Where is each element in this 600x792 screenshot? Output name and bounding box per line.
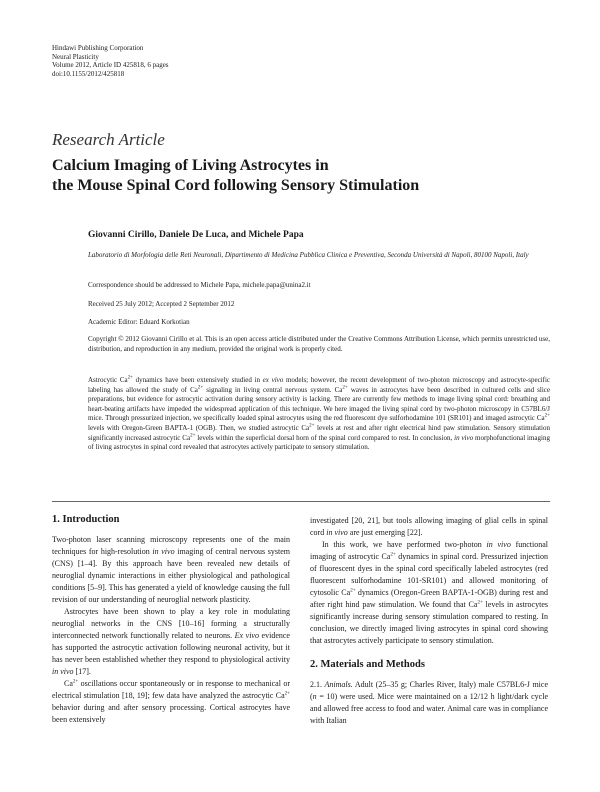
doi-line: doi:10.1155/2012/425818	[52, 69, 125, 78]
received-dates: Received 25 July 2012; Accepted 2 September 2012	[88, 300, 235, 308]
section-heading-introduction: 1. Introduction	[52, 514, 120, 525]
copyright-notice: Copyright © 2012 Giovanni Cirillo et al. This is an open access article distributed under the Creative Commons Attribution License, which permits unrestricted use, distribution, and reproduction in any medium, provided the original work is properly cited.	[88, 335, 550, 353]
affiliation: Laboratorio di Morfologia delle Reti Neuronali, Dipartimento di Medicina Pubblica Clinica e Preventiva, Seconda Università di Napoli, 80100 Napoli, Italy	[88, 251, 529, 259]
section-heading-methods: 2. Materials and Methods	[310, 659, 425, 670]
title-line-2: the Mouse Spinal Cord following Sensory Stimulation	[52, 177, 420, 194]
journal-name: Neural Plasticity	[52, 52, 99, 61]
intro-paragraph-2: Astrocytes have been shown to play a key role in modulating neuroglial networks in the CNS [10–16] forming a structurally interconnected network functionally related to neurons. Ex vivo evidence has supported the astrocytic activation following neuronal activity, but it has never been established whether they respond to physiological activity in vivo [17].	[52, 607, 290, 676]
intro-paragraph-4: In this work, we have performed two-photon in vivo functional imaging of astrocytic $Ca^{2+}$ dynamics in spinal cord. Pressurized injection of fluorescent dyes in the spinal cord specifically labeled astrocytes (red fluorescent sulforhodamine 101-SR101) and allowed monitoring of cytosolic $Ca^{2+}$ dynamics (Oregon-Green BAPTA-1-OGB) during rest and after right hind paw stimulation. We found that $Ca^{2+}$ levels in astrocytes significantly increase during sensory stimulation compared to resting. In conclusion, we directly imaged living astrocytes in spinal cord showing that astrocytes actively participate to sensory stimulation.	[310, 540, 549, 645]
right-column	[310, 515, 548, 727]
abstract: Astrocytic $Ca^{2+}$ dynamics have been extensively studied in ex vivo models; however, the recent development of two-photon microscopy and astrocyte-specific labeling has allowed the study of $Ca^{2+}$ signaling in living central nervous system. $Ca^{2+}$ waves in astrocytes have been described in cultured cells and slice preparations, but evidence for astrocytic activation during sensory activity is lacking. There are currently few methods to image living spinal cord: breathing and heart-beating artifacts have impeded the widespread application of this technique. We here imaged the living spinal cord by two-photon microscopy in C57BL6/J mice. Through pressurized injection, we specifically loaded spinal astrocytes using the red fluorescent dye sulforhodamine 101 (SR101) and imaged astrocytic $Ca^{2+}$ levels with Oregon-Green BAPTA-1 (OGB). Then, we studied astrocytic $Ca^{2+}$ levels at rest and after right electrical hind paw stimulation. Sensory stimulation significantly increased astrocytic $Ca^{2+}$ levels within the superficial dorsal horn of the spinal cord compared to rest. In conclusion, in vivo morphofunctional imaging of living astrocytes in spinal cord revealed that astrocytes actively participate to sensory stimulation.	[88, 375, 551, 452]
paper-title	[52, 156, 552, 196]
intro-paragraph-3: $Ca^{2+}$ oscillations occur spontaneously or in response to mechanical or electrical stimulation [18, 19]; few data have analyzed the astrocytic $Ca^{2+}$ behavior during and after sensory processing. Cortical astrocytes have been extensively	[52, 679, 290, 724]
author-list: Giovanni Cirillo, Daniele De Luca, and Michele Papa	[88, 230, 304, 240]
article-type: Research Article	[52, 130, 165, 149]
volume-info: Volume 2012, Article ID 425818, 6 pages	[52, 61, 169, 70]
section-divider	[52, 501, 550, 502]
title-line-1: Calcium Imaging of Living Astrocytes in	[52, 157, 329, 174]
methods-paragraph-1: 2.1. Animals. Adult (25–35 g; Charles River, Italy) male C57BL6-J mice (n = 10) were used. Mice were maintained on a 12/12 h light/dark cycle and allowed free access to food and water. Animal care was in compliance with Italian	[310, 680, 549, 725]
left-column	[52, 514, 290, 726]
journal-header	[52, 44, 169, 78]
academic-editor: Academic Editor: Eduard Korkotian	[88, 318, 190, 326]
publisher-line: Hindawi Publishing Corporation	[52, 44, 144, 52]
correspondence: Correspondence should be addressed to Michele Papa, michele.papa@unina2.it	[88, 281, 311, 289]
intro-paragraph-1: Two-photon laser scanning microscopy represents one of the main techniques for high-resolution in vivo imaging of central nervous system (CNS) [1–4]. By this approach have been revealed new details of neuroglial dynamic interactions in either physiological and pathological conditions [5–9]. This has generated a yield of knowledge causing the full revision of our understanding of neuroglial network plasticity.	[52, 535, 291, 604]
intro-paragraph-continued: investigated [20, 21], but tools allowing imaging of glial cells in spinal cord in vivo are just emerging [22].	[310, 516, 548, 537]
